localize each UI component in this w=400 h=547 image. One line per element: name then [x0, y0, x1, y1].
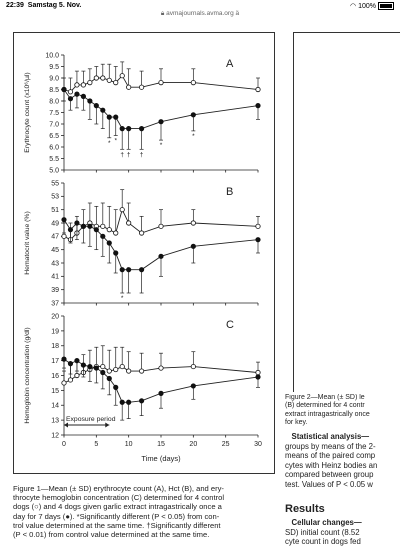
- panel-C: [24, 313, 262, 463]
- control-point: [94, 76, 98, 80]
- caption-line: Figure 1—Mean (± SD) erythrocyte count (A), Hct (B), and ery-: [13, 484, 224, 493]
- control-point: [75, 373, 79, 377]
- garlic-point: [94, 366, 98, 370]
- garlic-point: [159, 120, 163, 124]
- y-tick-label: 14: [51, 402, 59, 410]
- garlic-point: [101, 370, 105, 374]
- garlic-point: [62, 357, 66, 361]
- control-point: [256, 87, 260, 91]
- article-page: [0, 22, 400, 547]
- wifi-icon: ◠: [350, 3, 357, 10]
- x-tick-label: 0: [62, 441, 66, 448]
- caption-line: dogs (○) and 4 dogs given garlic extract intragastrically once a: [13, 502, 222, 512]
- garlic-point: [88, 364, 92, 368]
- y-tick-label: 7.0: [49, 121, 59, 129]
- control-point: [191, 364, 195, 368]
- url-bar[interactable]: [0, 10, 400, 20]
- garlic-point: [75, 358, 79, 362]
- control-point: [107, 369, 111, 373]
- garlic-point: [114, 385, 118, 389]
- control-point: [159, 224, 163, 228]
- fig2-caption-line: Figure 2—Mean (± SD) le: [285, 394, 365, 401]
- url-text: avmajournals.avma.org: [166, 10, 234, 17]
- x-tick-label: 15: [157, 441, 165, 448]
- garlic-point: [139, 267, 143, 271]
- x-tick-label: 20: [189, 441, 198, 448]
- garlic-point: [75, 92, 79, 96]
- garlic-point: [114, 251, 118, 255]
- control-point: [126, 369, 130, 373]
- fig2-caption-line: (B) determined for 4 contr: [285, 402, 365, 410]
- results-line: SD) initial count (8.52: [285, 527, 360, 537]
- figure-2-caption: [285, 394, 400, 427]
- stats-line: Statistical analysis—: [291, 432, 370, 441]
- garlic-point: [101, 108, 105, 112]
- control-point: [81, 83, 85, 87]
- garlic-point: [88, 224, 92, 228]
- y-axis-label: Erythrocyte count (x10⁶/µl): [24, 72, 31, 153]
- y-tick-label: 49: [51, 220, 59, 228]
- battery-percent: 100%: [358, 3, 376, 10]
- stats-line: means of the paired comp: [285, 451, 376, 461]
- panel-A: [24, 52, 260, 174]
- significance-marker: *: [120, 295, 124, 302]
- battery-icon: [378, 2, 394, 10]
- garlic-point: [159, 391, 163, 395]
- garlic-point: [101, 234, 105, 238]
- y-tick-label: 5.0: [49, 167, 59, 175]
- figure-1-frame: [13, 32, 275, 474]
- garlic-point: [107, 115, 111, 119]
- stats-line: cytes with Heinz bodies an: [285, 460, 378, 470]
- significance-marker: †: [126, 151, 131, 159]
- garlic-point: [126, 400, 130, 404]
- y-tick-label: 12: [51, 432, 59, 440]
- results-line: cyte count in dogs fed: [285, 537, 361, 547]
- garlic-point: [120, 267, 124, 271]
- status-date: Samstag 5. Nov.: [27, 2, 82, 9]
- garlic-point: [256, 237, 260, 241]
- garlic-point: [62, 87, 66, 91]
- garlic-point: [107, 241, 111, 245]
- statistical-analysis-text: [285, 432, 400, 490]
- control-point: [256, 224, 260, 228]
- garlic-point: [126, 267, 130, 271]
- y-tick-label: 51: [51, 207, 59, 215]
- control-point: [75, 83, 79, 87]
- control-point: [139, 369, 143, 373]
- control-point: [101, 224, 105, 228]
- x-axis-label: Time (days): [141, 454, 181, 463]
- results-text: [285, 518, 400, 547]
- control-point: [62, 381, 66, 385]
- garlic-point: [68, 227, 72, 231]
- stats-line: compared between group: [285, 470, 374, 480]
- figure-1-chart: [14, 33, 276, 475]
- control-point: [62, 234, 66, 238]
- y-axis-label: Hemoglobin concentration (g/dl): [24, 327, 31, 424]
- y-tick-label: 8.5: [49, 86, 59, 94]
- caption-line: throcyte hemoglobin concentration (C) determined for 4 control: [13, 493, 225, 503]
- garlic-point: [107, 376, 111, 380]
- x-tick-label: 10: [124, 441, 133, 448]
- results-heading: Results: [285, 503, 325, 515]
- y-tick-label: 6.0: [49, 144, 59, 152]
- y-tick-label: 43: [51, 260, 59, 268]
- control-point: [101, 364, 105, 368]
- garlic-point: [81, 363, 85, 367]
- garlic-point: [191, 244, 195, 248]
- significance-marker: *: [159, 142, 163, 150]
- control-point: [139, 85, 143, 89]
- y-tick-label: 47: [51, 233, 59, 241]
- control-point: [68, 378, 72, 382]
- significance-marker: *: [192, 132, 195, 140]
- y-tick-label: 45: [51, 247, 59, 255]
- garlic-point: [94, 103, 98, 107]
- y-tick-label: 18: [51, 343, 59, 351]
- significance-marker: *: [108, 139, 111, 147]
- y-tick-label: 10.0: [45, 52, 59, 60]
- figure-2-frame: [293, 32, 400, 392]
- control-point: [120, 207, 124, 211]
- y-tick-label: 9.5: [49, 63, 59, 71]
- caption-line: day for 7 days (●). *Significantly different (P < 0.05) from con-: [13, 511, 220, 521]
- garlic-point: [62, 217, 66, 221]
- significance-marker: †: [120, 151, 125, 159]
- y-tick-label: 5.5: [49, 155, 59, 163]
- y-tick-label: 15: [51, 387, 59, 395]
- figure-1-caption: [13, 484, 275, 539]
- garlic-point: [94, 227, 98, 231]
- x-tick-label: 30: [254, 441, 262, 448]
- control-point: [120, 364, 124, 368]
- y-tick-label: 8.0: [49, 98, 59, 106]
- y-tick-label: 6.5: [49, 132, 59, 140]
- caption-line: trol value determined at the same time. †Significantly different: [13, 520, 221, 530]
- results-line: Cellular changes—: [291, 518, 362, 527]
- y-tick-label: 41: [51, 273, 59, 281]
- garlic-point: [159, 254, 163, 258]
- fig2-caption-line: for key.: [285, 418, 308, 426]
- garlic-point: [139, 399, 143, 403]
- garlic-point: [88, 99, 92, 103]
- y-tick-label: 19: [51, 328, 59, 336]
- exposure-arrow-head-right: [105, 423, 109, 428]
- control-point: [107, 227, 111, 231]
- panel-letter: A: [226, 58, 234, 70]
- y-tick-label: 13: [51, 417, 59, 425]
- control-point: [256, 370, 260, 374]
- control-point: [191, 80, 195, 84]
- y-tick-label: 55: [51, 180, 59, 188]
- control-point: [120, 74, 124, 78]
- garlic-point: [120, 400, 124, 404]
- status-time-date: [6, 2, 81, 9]
- control-point: [114, 80, 118, 84]
- stats-line: groups by means of the 2-: [285, 441, 376, 451]
- panel-letter: B: [226, 186, 234, 198]
- significance-marker: *: [114, 137, 117, 145]
- garlic-point: [68, 97, 72, 101]
- fig2-caption-line: extract intragastrically once: [285, 410, 370, 418]
- y-tick-label: 39: [51, 287, 59, 295]
- garlic-point: [81, 224, 85, 228]
- control-point: [68, 90, 72, 94]
- exposure-period-label: Exposure period: [66, 416, 116, 423]
- garlic-point: [126, 126, 130, 130]
- garlic-point: [191, 113, 195, 117]
- caption-line: (P < 0.01) from control value determined at the same time.: [13, 530, 210, 540]
- control-point: [107, 78, 111, 82]
- significance-marker: †: [139, 151, 144, 159]
- exposure-arrow-head-left: [64, 423, 68, 428]
- control-point: [159, 366, 163, 370]
- y-tick-label: 7.5: [49, 109, 59, 117]
- y-tick-label: 37: [51, 300, 59, 308]
- status-time: 22:39: [6, 2, 24, 9]
- control-point: [126, 85, 130, 89]
- aa-icon[interactable]: ä: [235, 10, 240, 17]
- panel-letter: C: [226, 319, 234, 331]
- panel-B: [24, 180, 260, 307]
- garlic-point: [75, 221, 79, 225]
- control-point: [139, 231, 143, 235]
- garlic-point: [139, 126, 143, 130]
- y-tick-label: 53: [51, 193, 59, 201]
- garlic-point: [256, 103, 260, 107]
- control-point: [114, 367, 118, 371]
- garlic-point: [68, 361, 72, 365]
- lock-icon: 🔒︎: [160, 10, 165, 17]
- garlic-point: [191, 384, 195, 388]
- control-point: [88, 80, 92, 84]
- control-point: [159, 80, 163, 84]
- y-tick-label: 9.0: [49, 75, 59, 83]
- y-tick-label: 16: [51, 372, 59, 380]
- stats-line: test. Values of P < 0.05 w: [285, 479, 373, 489]
- garlic-point: [120, 126, 124, 130]
- x-tick-label: 25: [221, 441, 230, 448]
- y-axis-label: Hematocrit value (%): [24, 211, 31, 275]
- status-right: [350, 2, 394, 10]
- x-tick-label: 5: [94, 441, 99, 448]
- control-point: [101, 76, 105, 80]
- control-point: [114, 231, 118, 235]
- control-point: [126, 221, 130, 225]
- y-tick-label: 17: [51, 358, 59, 366]
- garlic-point: [114, 115, 118, 119]
- control-point: [191, 221, 195, 225]
- y-tick-label: 20: [51, 313, 59, 321]
- garlic-point: [81, 94, 85, 98]
- garlic-point: [256, 375, 260, 379]
